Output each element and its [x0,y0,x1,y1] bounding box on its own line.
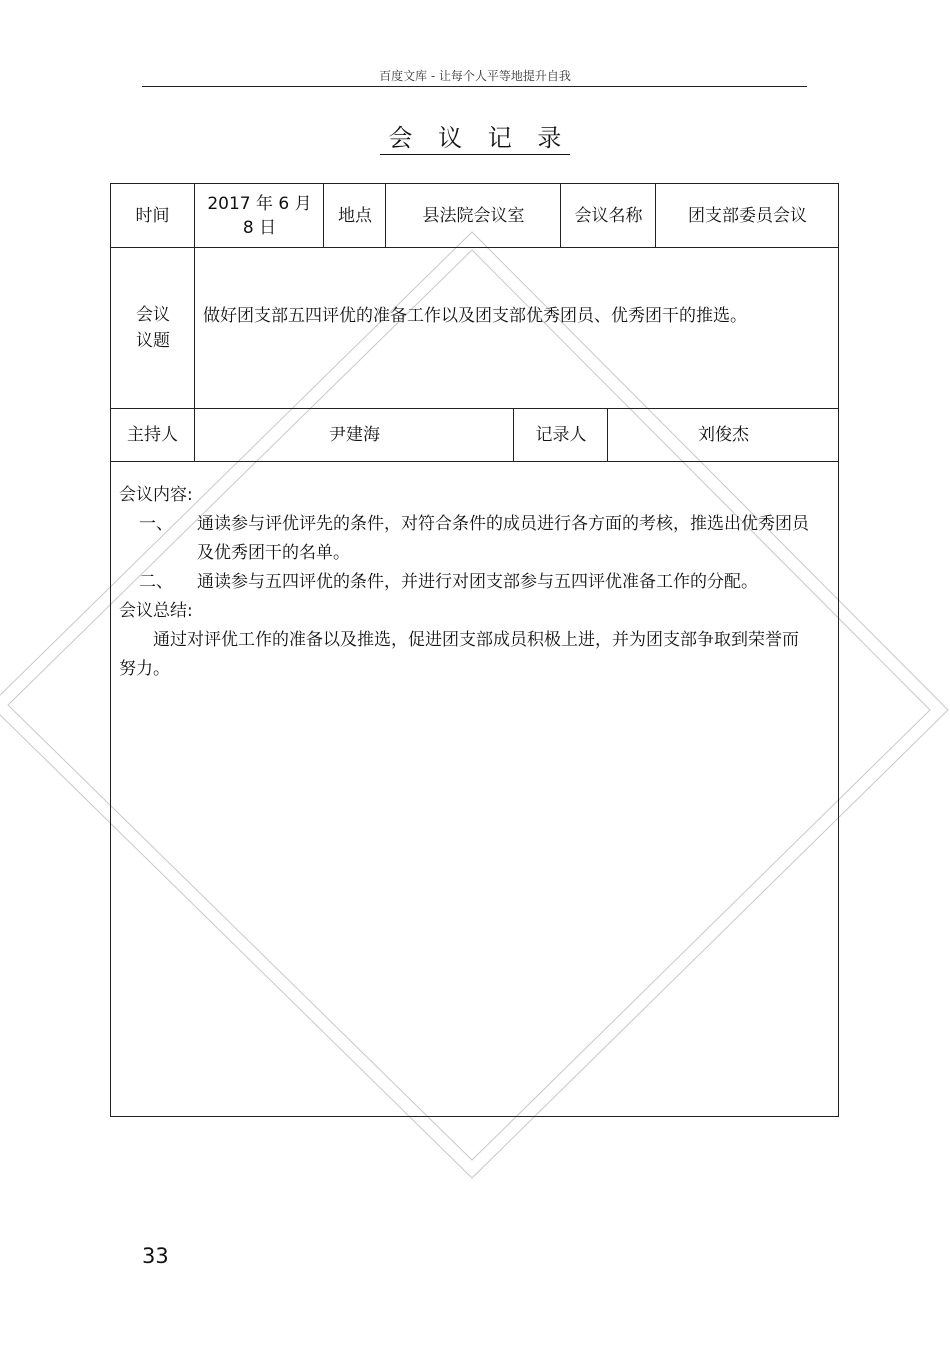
list-item-text: 通读参与评优评先的条件，对符合条件的成员进行各方面的考核，推选出优秀团员及优秀团干的名单。 [197,514,809,563]
meeting-name-value: 团支部委员会议 [688,205,807,226]
list-item [119,510,809,568]
meeting-content [119,481,809,684]
row-divider [111,247,838,248]
column-divider [194,247,195,408]
column-divider [194,408,195,461]
column-divider [323,184,324,247]
column-divider [655,184,656,247]
page-number: 33 [142,1244,169,1268]
header-rule [142,86,807,87]
column-divider [385,184,386,247]
column-divider [513,408,514,461]
document-title [0,118,950,153]
column-divider [607,408,608,461]
content-heading: 会议内容: [119,485,193,505]
time-value: 2017 年 6 月 8 日 [207,193,312,238]
topic-label: 会议议题 [136,304,170,351]
meeting-record-form [110,183,839,1117]
list-item-number: 一、 [139,514,173,534]
place-value: 县法院会议室 [422,205,525,226]
list-item-number: 二、 [139,572,173,592]
host-value: 尹建海 [329,424,380,445]
list-item [119,568,809,597]
column-divider [560,184,561,247]
recorder-value: 刘俊杰 [698,424,749,445]
page-header: 百度文库 - 让每个人平等地提升自我 [379,69,571,83]
place-label: 地点 [338,205,372,226]
list-item-text: 通读参与五四评优的条件，并进行对团支部参与五四评优准备工作的分配。 [197,572,758,592]
time-label: 时间 [135,205,170,226]
topic-value: 做好团支部五四评优的准备工作以及团支部优秀团员、优秀团干的推选。 [203,306,747,326]
meeting-name-label: 会议名称 [574,205,643,226]
column-divider [194,184,195,247]
document-title-text: 会 议 记 录 [380,124,571,155]
row-divider [111,461,838,462]
recorder-label: 记录人 [535,424,587,445]
host-label: 主持人 [127,424,178,445]
summary-heading: 会议总结: [119,601,193,621]
summary-text: 通过对评优工作的准备以及推选，促进团支部成员积极上进，并为团支部争取到荣誉而努力。 [119,630,799,679]
